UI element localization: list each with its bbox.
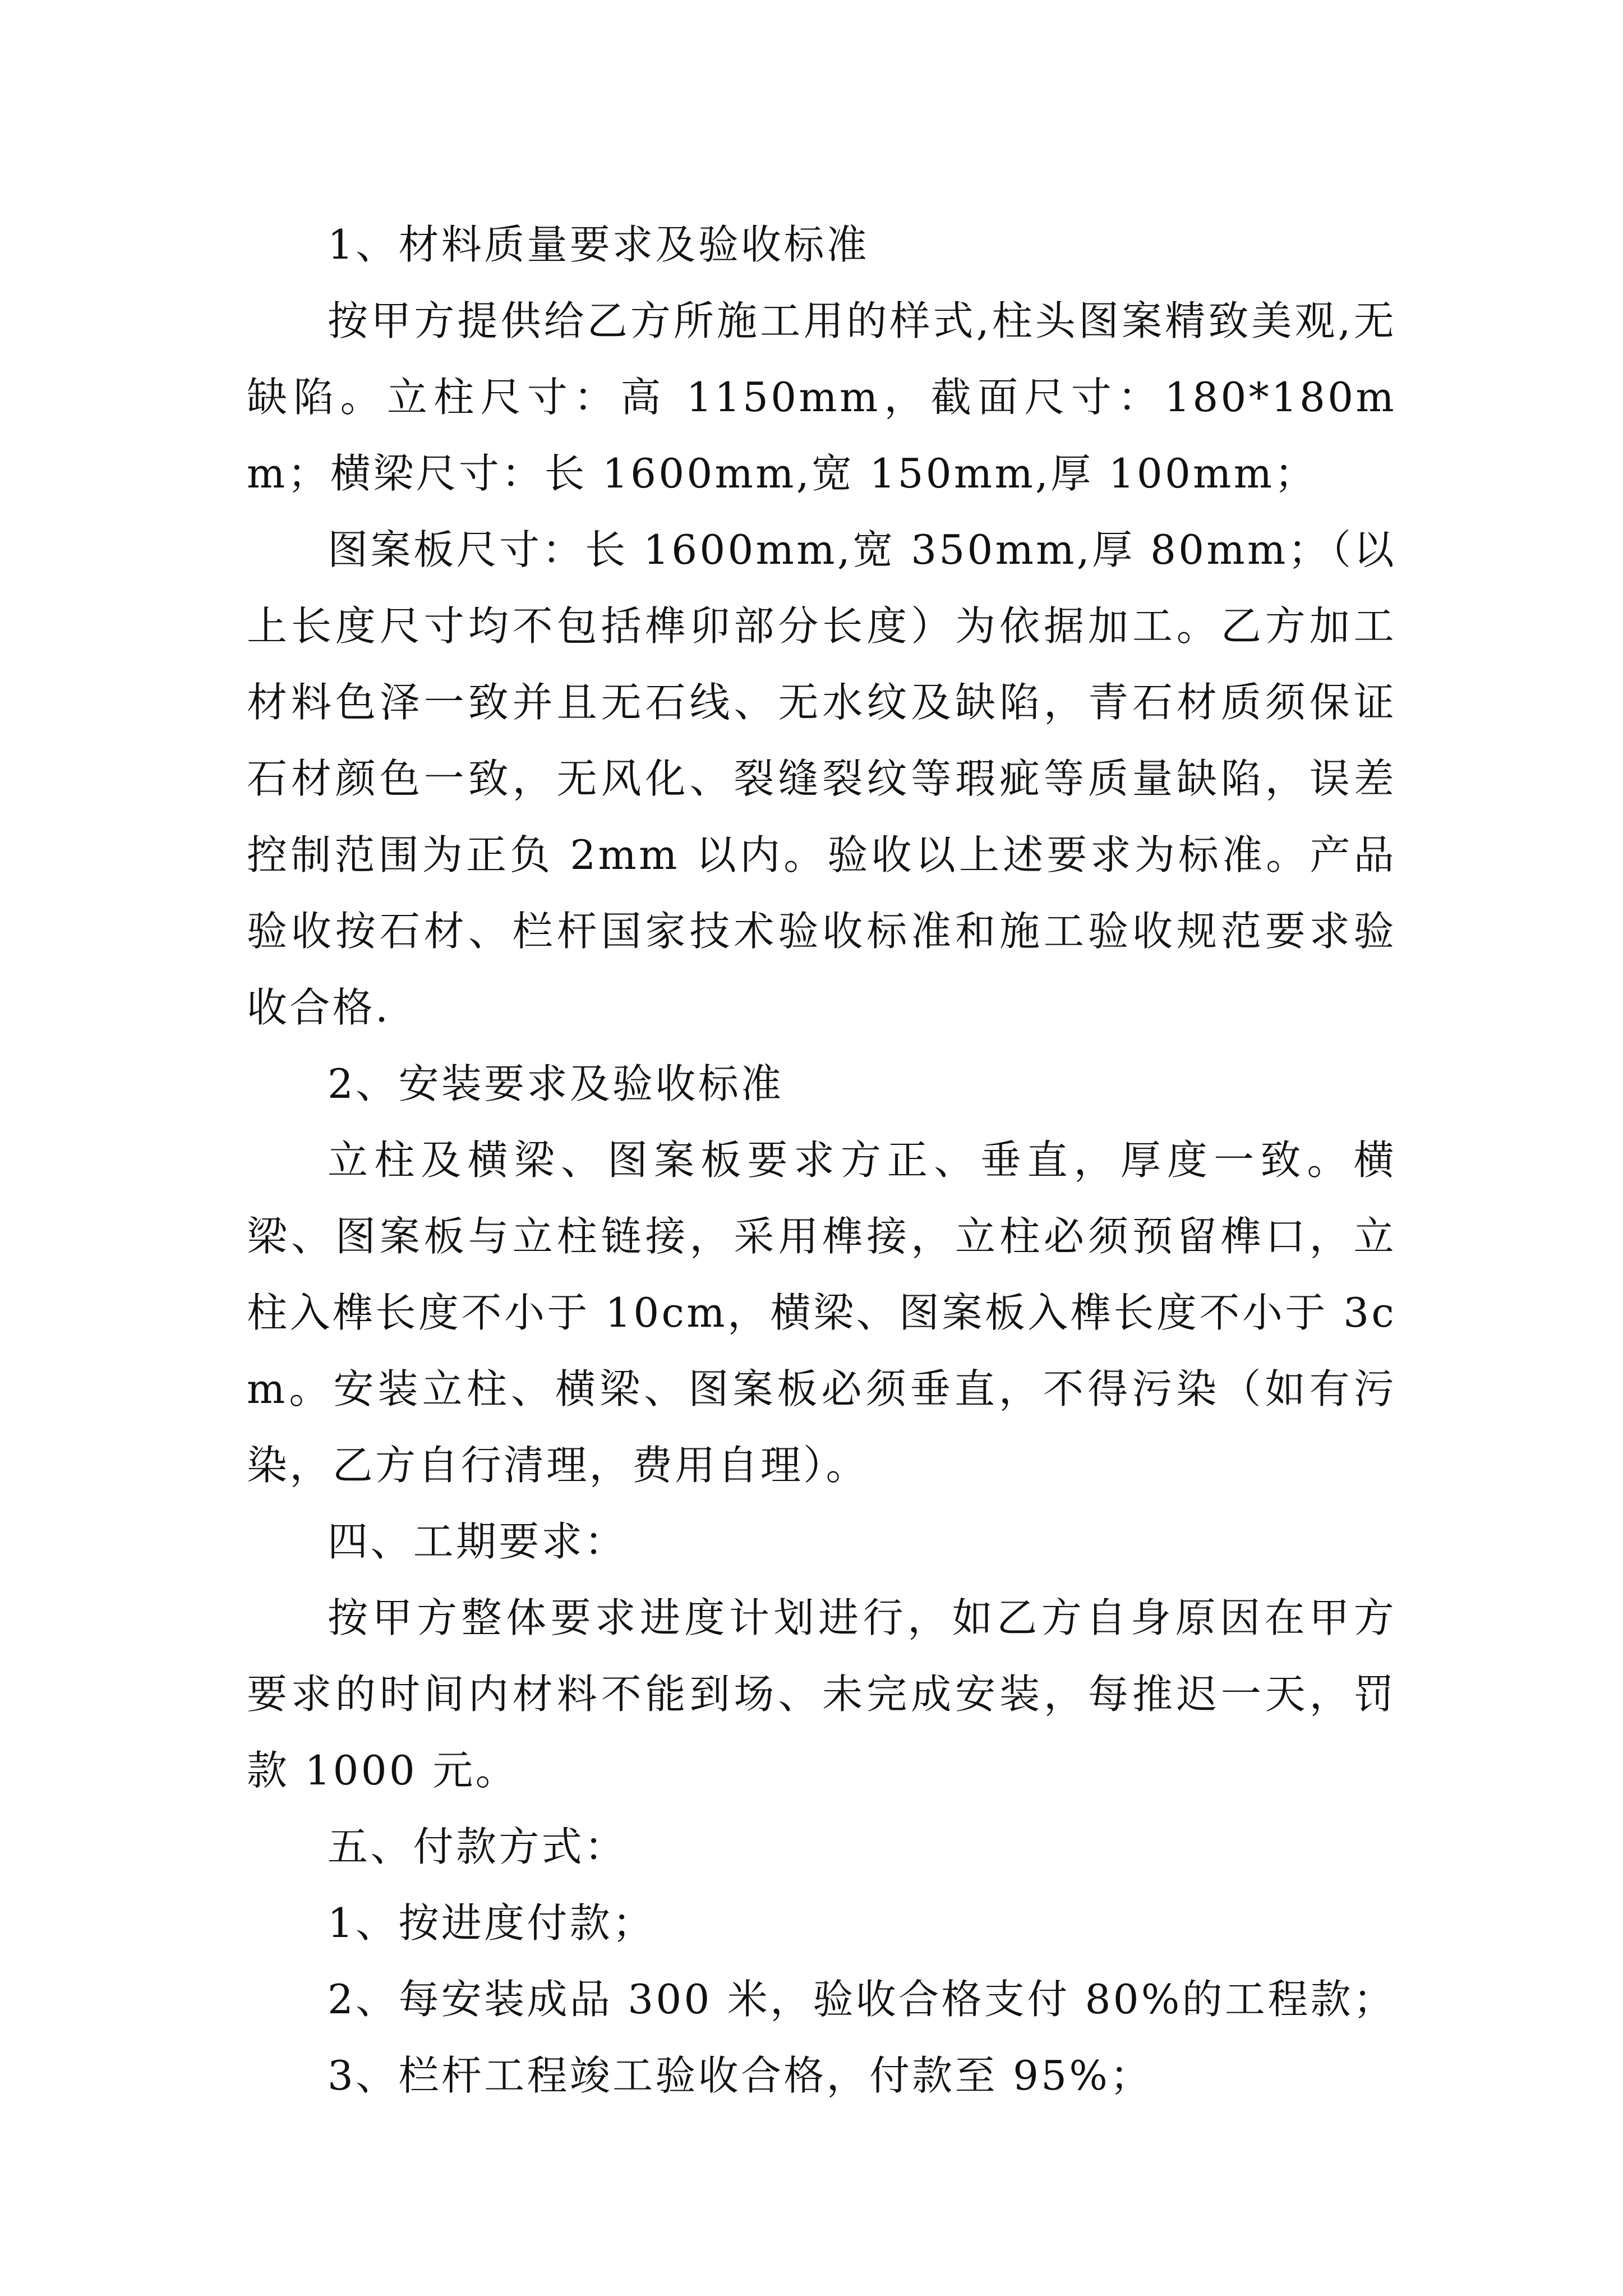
document-body	[247, 206, 1396, 2114]
paragraph-installation-requirements: 立柱及横梁、图案板要求方正、垂直，厚度一致。横梁、图案板与立柱链接，采用榫接，立柱必须预留榫口，立柱入榫长度不小于 10cm，横梁、图案板入榫长度不小于 3cm。安装立柱、横梁、图案板必须垂直，不得污染（如有污染，乙方自行清理，费用自理）。	[247, 1137, 1396, 1489]
paragraph-pattern-board-dimensions: 图案板尺寸：长 1600mm,宽 350mm,厚 80mm；（以上长度尺寸均不包括榫卯部分长度）为依据加工。乙方加工材料色泽一致并且无石线、无水纹及缺陷，青石材质须保证石材颜色一致，无风化、裂缝裂纹等瑕疵等质量缺陷，误差控制范围为正负 2mm 以内。验收以上述要求为标准。产品验收按石材、栏杆国家技术验收标准和施工验收规范要求验收合格.	[247, 526, 1396, 1031]
payment-item-1: 1、按进度付款；	[328, 1899, 656, 1947]
paragraph-schedule-requirements: 按甲方整体要求进度计划进行，如乙方自身原因在甲方要求的时间内材料不能到场、未完成安装，每推迟一天，罚款 1000 元。	[247, 1594, 1396, 1794]
section-heading-installation: 2、安装要求及验收标准	[328, 1060, 784, 1107]
section-heading-payment: 五、付款方式：	[328, 1823, 628, 1870]
payment-item-2: 2、每安装成品 300 米，验收合格支付 80%的工程款；	[328, 1976, 1396, 2023]
section-heading-schedule: 四、工期要求：	[328, 1518, 628, 1565]
payment-item-3: 3、栏杆工程竣工验收合格，付款至 95%；	[328, 2052, 1153, 2099]
section-heading-material-quality: 1、材料质量要求及验收标准	[328, 221, 869, 268]
paragraph-style-and-dimensions: 按甲方提供给乙方所施工用的样式,柱头图案精致美观,无缺陷。立柱尺寸：高 1150mm，截面尺寸：180*180mm；横梁尺寸：长 1600mm,宽 150mm,厚 100mm；	[247, 297, 1396, 497]
